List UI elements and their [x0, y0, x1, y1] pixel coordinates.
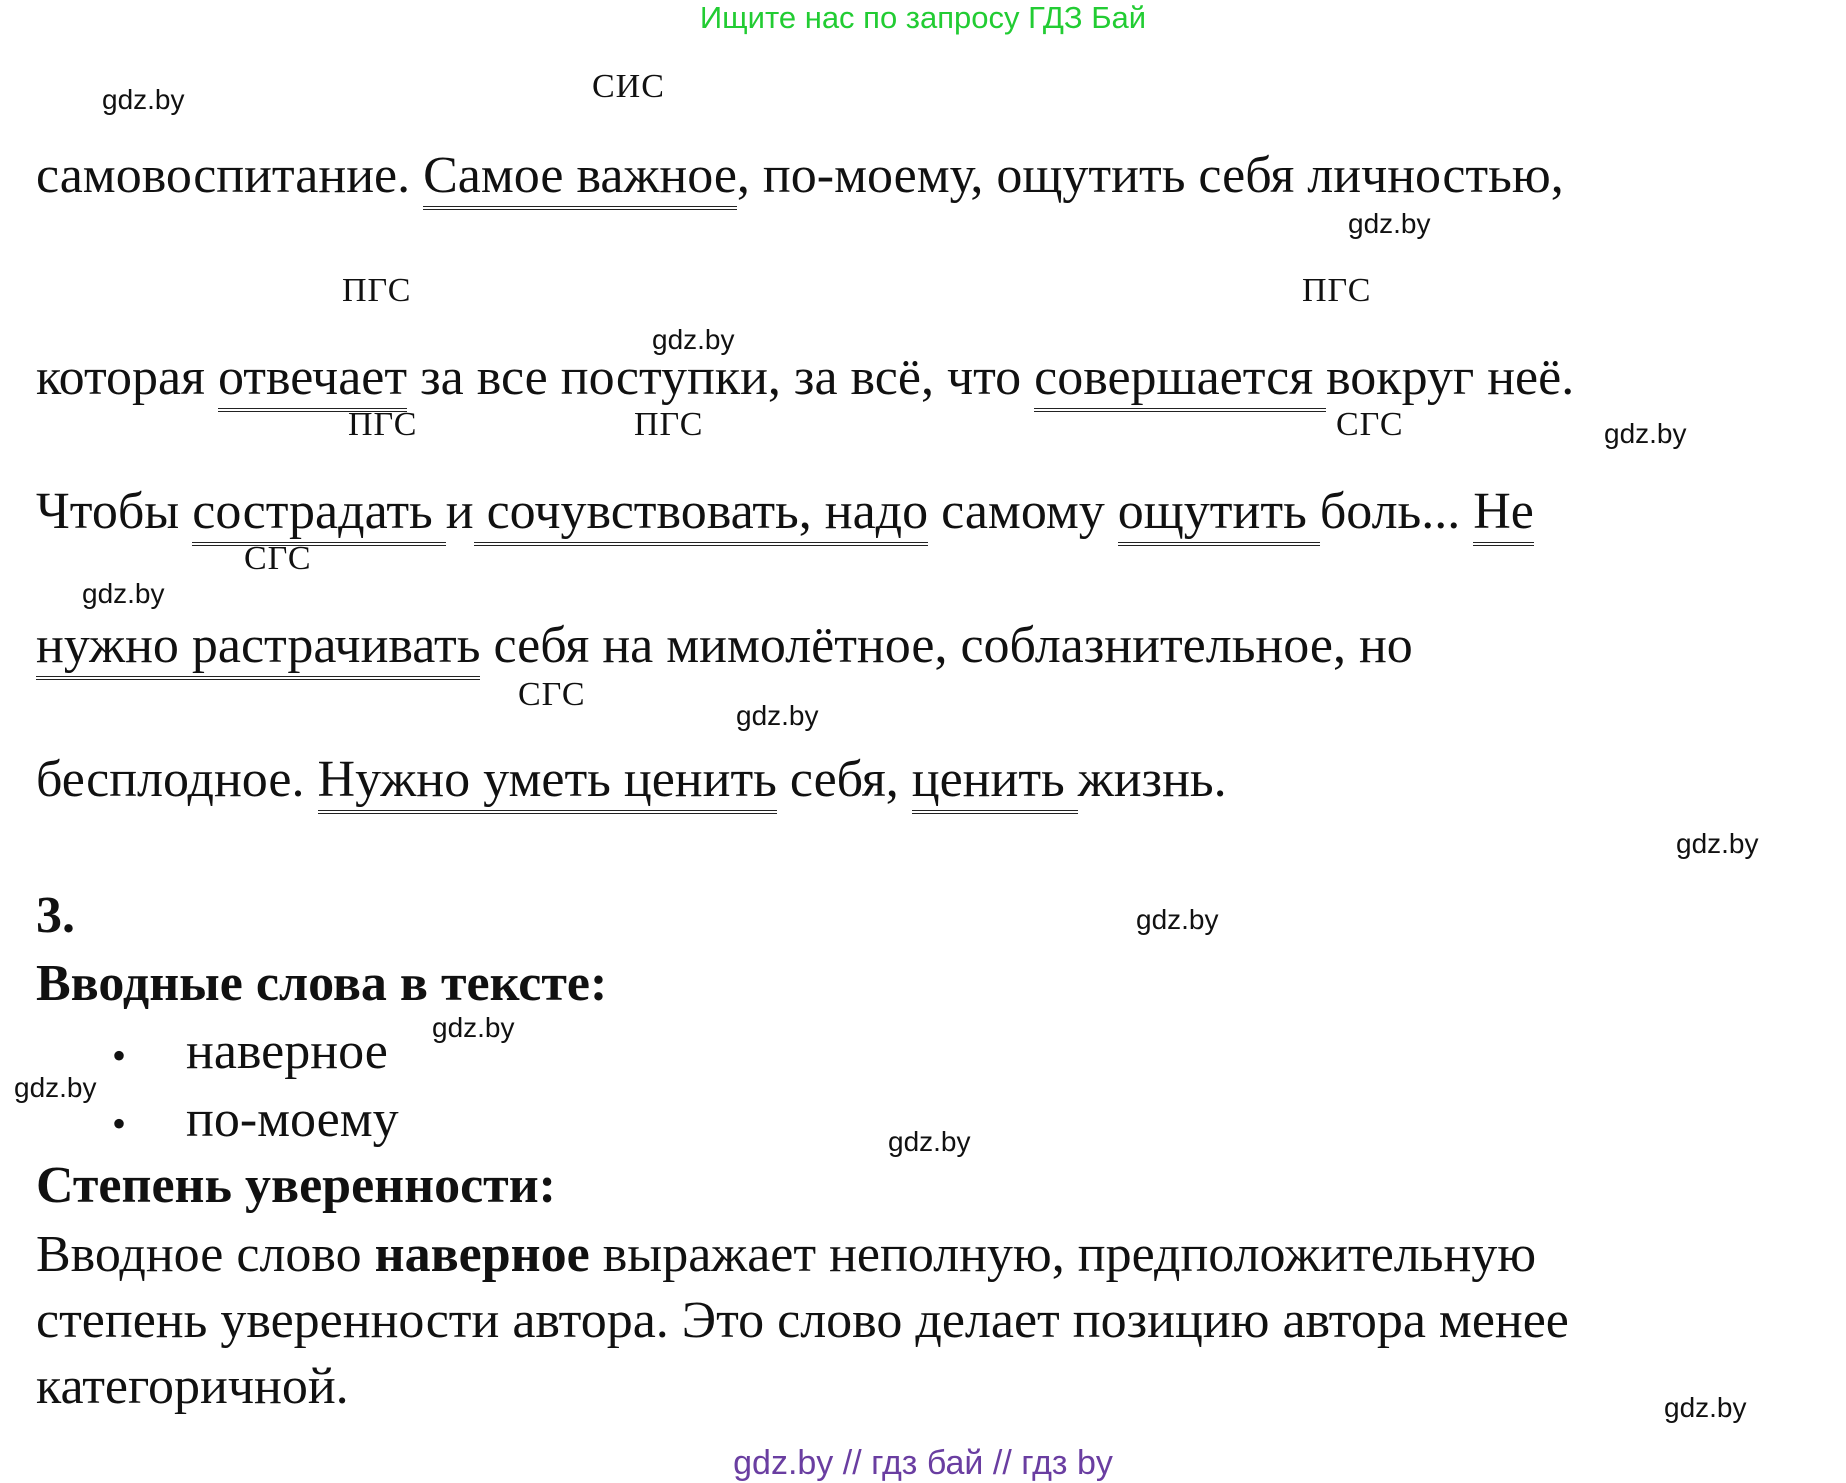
text-line-1 — [36, 146, 1564, 206]
watermark: gdz.by — [1348, 208, 1431, 239]
label-pgs: ПГС — [342, 272, 412, 309]
plain-text: Чтобы — [36, 483, 193, 540]
bullet-dot: • — [112, 1101, 127, 1146]
label-sis: СИС — [592, 68, 665, 105]
label-sgs: СГС — [518, 676, 586, 713]
plain-text: боль... — [1319, 483, 1474, 540]
plain-text: себя, — [776, 751, 912, 808]
list-item: наверное — [186, 1023, 388, 1080]
label-sgs: СГС — [1336, 406, 1404, 443]
heading-certainty: Степень уверенности: — [36, 1157, 556, 1214]
label-pgs: ПГС — [348, 406, 418, 443]
predicate-word: отвечает — [218, 349, 407, 412]
text-line-3 — [36, 482, 1534, 542]
watermark: gdz.by — [652, 324, 735, 355]
plain-text: за все поступки, за всё, что — [407, 349, 1035, 406]
predicate-word: совершается — [1034, 349, 1326, 412]
bullet-dot: • — [112, 1033, 127, 1078]
heading-intro-words: Вводные слова в тексте: — [36, 955, 608, 1012]
plain-text: выражает неполную, предположительную — [589, 1226, 1537, 1283]
paragraph-line-1 — [36, 1222, 1536, 1288]
footer-watermark: gdz.by // гдз бай // гдз by — [733, 1444, 1113, 1482]
plain-text: которая — [36, 349, 218, 406]
predicate-word: ощутить — [1118, 483, 1320, 546]
plain-text: , по-моему, ощутить себя личностью, — [736, 147, 1564, 204]
plain-text: Вводное слово — [36, 1226, 375, 1283]
text-line-2 — [36, 348, 1574, 408]
watermark: gdz.by — [1664, 1392, 1747, 1423]
plain-text: самовоспитание. — [36, 147, 424, 204]
predicate-phrase: Нужно уметь ценить — [318, 751, 777, 814]
bold-term: наверное — [374, 1226, 590, 1283]
predicate-word: сострадать — [192, 483, 446, 546]
plain-text: самому — [928, 483, 1118, 540]
watermark: gdz.by — [736, 700, 819, 731]
predicate-word: ценить — [912, 751, 1078, 814]
search-banner: Ищите нас по запросу ГДЗ Бай — [699, 0, 1147, 35]
plain-text: бесплодное. — [36, 751, 318, 808]
watermark: gdz.by — [432, 1012, 515, 1043]
predicate-word: Не — [1473, 483, 1534, 546]
predicate-phrase: сочувствовать, надо — [474, 483, 929, 546]
watermark: gdz.by — [102, 84, 185, 115]
section-number: 3. — [36, 887, 75, 944]
watermark: gdz.by — [1136, 904, 1219, 935]
subject-phrase: Самое важное — [423, 147, 737, 210]
plain-text: вокруг неё. — [1326, 349, 1575, 406]
watermark: gdz.by — [14, 1072, 97, 1103]
label-sgs: СГС — [244, 540, 312, 577]
watermark: gdz.by — [1676, 828, 1759, 859]
plain-text: и — [445, 483, 474, 540]
paragraph-line-2: степень уверенности автора. Это слово делает позицию автора менее — [36, 1292, 1569, 1349]
paragraph-line-3: категоричной. — [36, 1358, 349, 1415]
watermark: gdz.by — [888, 1126, 971, 1157]
plain-text: жизнь. — [1077, 751, 1227, 808]
predicate-phrase: нужно растрачивать — [36, 617, 480, 680]
label-pgs: ПГС — [1302, 272, 1372, 309]
watermark: gdz.by — [82, 578, 165, 609]
plain-text: себя на мимолётное, соблазнительное, но — [480, 617, 1413, 674]
text-line-5 — [36, 750, 1227, 810]
text-line-4 — [36, 616, 1413, 676]
list-item: по-моему — [186, 1091, 399, 1148]
watermark: gdz.by — [1604, 418, 1687, 449]
label-pgs: ПГС — [634, 406, 704, 443]
